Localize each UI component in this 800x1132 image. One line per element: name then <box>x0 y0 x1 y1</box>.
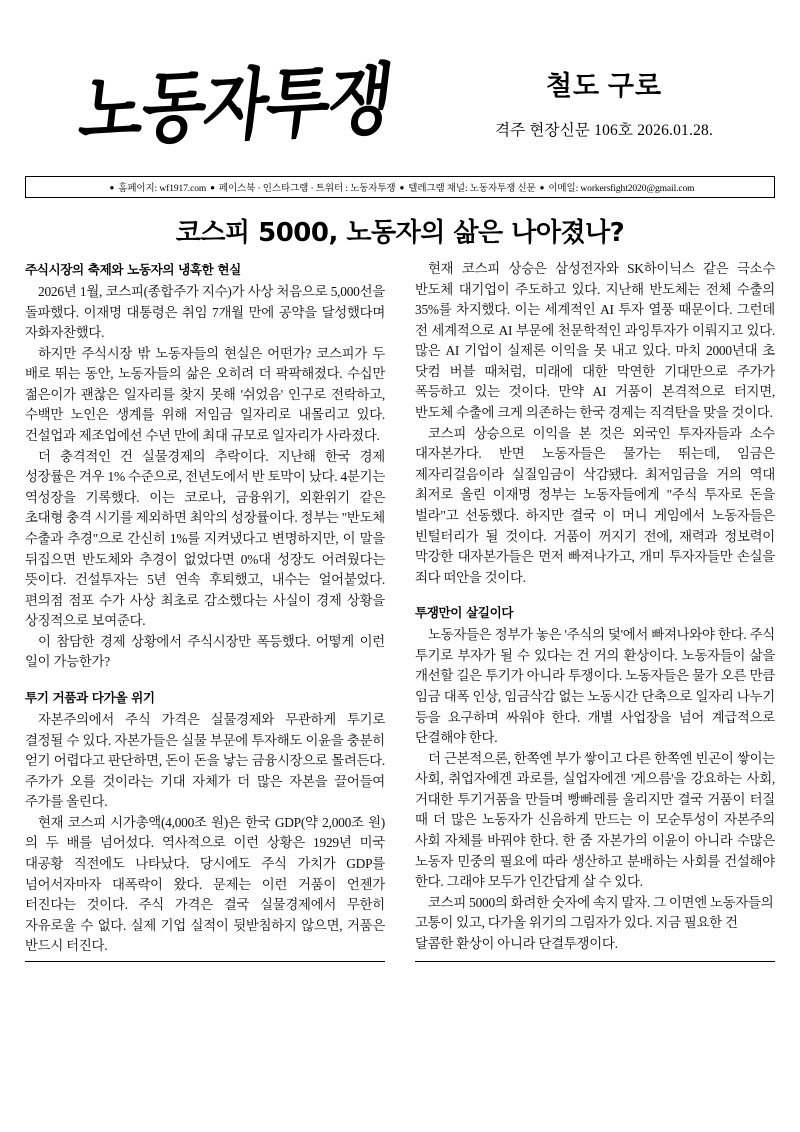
telegram-label[interactable]: 텔레그램 채널: 노동자투쟁 신문 <box>408 184 536 194</box>
paragraph: 코스피 상승으로 이익을 본 것은 외국인 투자자들과 소수 대자본가다. 반면 노동자들은 물가는 뛰는데, 임금은 제자리걸음이라 실질임금이 삭감됐다. 최저임금을 거의 역대 최저로 올린 이재명 정부는 노동자들에게 "주식 투자로 돈을 벌라"고 선동했다. 하지만 결국 이 머니 게임에서 노동자들은 빈털터리가 될 것이다. 거품이 꺼지기 전에, 재력과 정보력이 막강한 대자본가들은 먼저 빠져나가고, 개미 투자자들만 손실을 죄다 떠안을 것이다. <box>415 425 775 585</box>
social-label[interactable]: 페이스북 · 인스타그램 · 트위터 : 노동자투쟁 <box>218 184 396 194</box>
subhead-struggle-is-the-way: 투쟁만이 살길이다 <box>415 605 514 621</box>
right-column <box>415 259 775 962</box>
publication-logo-text: 노동자투쟁 <box>74 53 396 157</box>
subhead-stock-market-festival: 주식시장의 축제와 노동자의 냉혹한 현실 <box>25 262 241 277</box>
branch-name: 철도 구로 <box>545 70 663 101</box>
paragraph: 하지만 주식시장 밖 노동자들의 현실은 어떤가? 코스피가 두 배로 뛰는 동안, 노동자들의 삶은 오히려 더 팍팍해졌다. 수십만 젊은이가 괜찮은 일자리를 찾지 못해 '쉬었음' 인구로 전락하고, 수백만 노인은 생계를 위해 저임금 일자리로 내몰리고 있다. 건설업과 제조업에선 수년 만에 최대 규모로 일자리가 사라졌다. <box>25 345 385 444</box>
paragraph: 현재 코스피 상승은 삼성전자와 SK하이닉스 같은 극소수 반도체 대기업이 주도하고 있다. 지난해 반도체는 전체 수출의 35%를 차지했다. 이는 세계적인 AI 투자 열풍 때문이다. 그런데 전 세계적으로 AI 부문에 천문학적인 과잉투자가 이뤄지고 있다. 많은 AI 기업이 실제론 이익을 못 내고 있다. 마치 2000년대 초 닷컴 버블 때처럼, 미래에 대한 막연한 기대만으로 주가가 폭등하고 있는 것이다. 만약 AI 거품이 본격적으로 터지면, 반도체 수출에 크게 의존하는 한국 경제는 직격탄을 맞을 것이다. <box>415 261 775 421</box>
bullet-icon: ● <box>539 182 545 192</box>
paragraph: 현재 코스피 시가총액(4,000조 원)은 한국 GDP(약 2,000조 원)의 두 배를 넘어섰다. 역사적으로 이런 상황은 1929년 미국 대공황 직전에도 나타났다. 당시에도 주식 가치가 GDP를 넘어서자마자 대폭락이 왔다. 문제는 이런 거품이 언젠가 터진다는 것이다. 주식 가격은 결국 실물경제에서 무한히 자유로울 수 없다. 실제 기업 실적이 뒷받침하지 않으면, 거품은 반드시 터진다. <box>25 814 385 954</box>
homepage-label[interactable]: 홈페이지: wf1917.com <box>118 184 207 194</box>
paragraph: 노동자들은 정부가 놓은 '주식의 덫'에서 빠져나와야 한다. 주식 투기로 부자가 될 수 있다는 건 거의 환상이다. 노동자들이 삶을 개선할 길은 투기가 아니라 투쟁이다. 노동자들은 물가 오른 만큼 임금 대폭 인상, 임금삭감 없는 노동시간 단축으로 일자리 나누기 등을 요구하며 싸워야 한다. 개별 사업장을 넘어 계급적으로 단결해야 한다. <box>415 627 775 746</box>
left-column <box>25 259 385 962</box>
masthead <box>25 0 775 164</box>
article-headline: 코스피 5000, 노동자의 삶은 나아졌나? <box>175 218 625 248</box>
paragraph: 2026년 1월, 코스피(종합주가 지수)가 사상 처음으로 5,000선을 돌파했다. 이재명 대통령은 취임 7개월 만에 공약을 달성했다며 자화자찬했다. <box>25 284 385 341</box>
paragraph: 이 참담한 경제 상황에서 주식시장만 폭등했다. 어떻게 이런 일이 가능한가? <box>25 633 385 670</box>
bullet-icon: ● <box>399 182 405 192</box>
bullet-icon: ● <box>109 182 115 192</box>
masthead-meta <box>439 70 775 140</box>
bullet-icon: ● <box>210 182 215 192</box>
issue-line: 격주 현장신문 106호 2026.01.28. <box>494 122 714 140</box>
article-body <box>25 259 775 962</box>
publication-logo <box>25 53 425 157</box>
paragraph: 더 근본적으론, 한쪽엔 부가 쌓이고 다른 한쪽엔 빈곤이 쌓이는 사회, 취업자에겐 과로를, 실업자에겐 '게으름'을 강요하는 사회, 거대한 투기거품을 만들며 빵빠레를 울리지만 결국 거품이 터질 때 더 많은 노동자가 신음하게 만드는 이 모순투성이 자본주의 사회 자체를 바꿔야 한다. 한 줌 자본가의 이윤이 아니라 수많은 노동자 민중의 필요에 따라 생산하고 분배하는 사회를 건설해야 한다. 그래야 모두가 인간답게 살 수 있다. <box>415 750 775 890</box>
contact-bar <box>25 176 775 198</box>
paragraph: 더 충격적인 건 실물경제의 추락이다. 지난해 한국 경제 성장률은 겨우 1% 수준으로, 전년도에서 반 토막이 났다. 4분기는 역성장을 기록했다. 이는 코로나, 금융위기, 외환위기 같은 초대형 충격 시기를 제외하면 최악의 성장률이다. 정부는 "반도체 수출과 추경"으로 간신히 1%를 지켜냈다고 변명하지만, 이 말을 뒤집으면 반도체와 추경이 없었다면 0%대 성장도 어려웠다는 뜻이다. 건설투자는 5년 연속 후퇴했고, 내수는 얼어붙었다. 편의점 점포 수가 사상 최초로 감소했다는 사실이 경제 상황을 상징적으로 보여준다. <box>25 448 385 629</box>
column-bottom-rule <box>415 961 775 962</box>
email-label[interactable]: 이메일: workersfight2020@gmail.com <box>548 184 695 194</box>
paragraph: 코스피 5000의 화려한 숫자에 속지 말자. 그 이면엔 노동자들의 고통이 있고, 다가올 위기의 그림자가 있다. 지금 필요한 건 달콤한 환상이 아니라 단결투쟁이다. <box>415 894 774 951</box>
column-bottom-rule <box>25 961 385 962</box>
paragraph: 자본주의에서 주식 가격은 실물경제와 무관하게 투기로 결정될 수 있다. 자본가들은 실물 부문에 투자해도 이윤을 충분히 얻기 어렵다고 판단하면, 돈이 돈을 낳는 금융시장으로 몰려든다. 주가가 오를 것이라는 기대 자체가 더 많은 자본을 끌어들여 주가를 올린다. <box>25 711 385 810</box>
subhead-speculative-bubble: 투기 거품과 다가올 위기 <box>25 689 155 705</box>
